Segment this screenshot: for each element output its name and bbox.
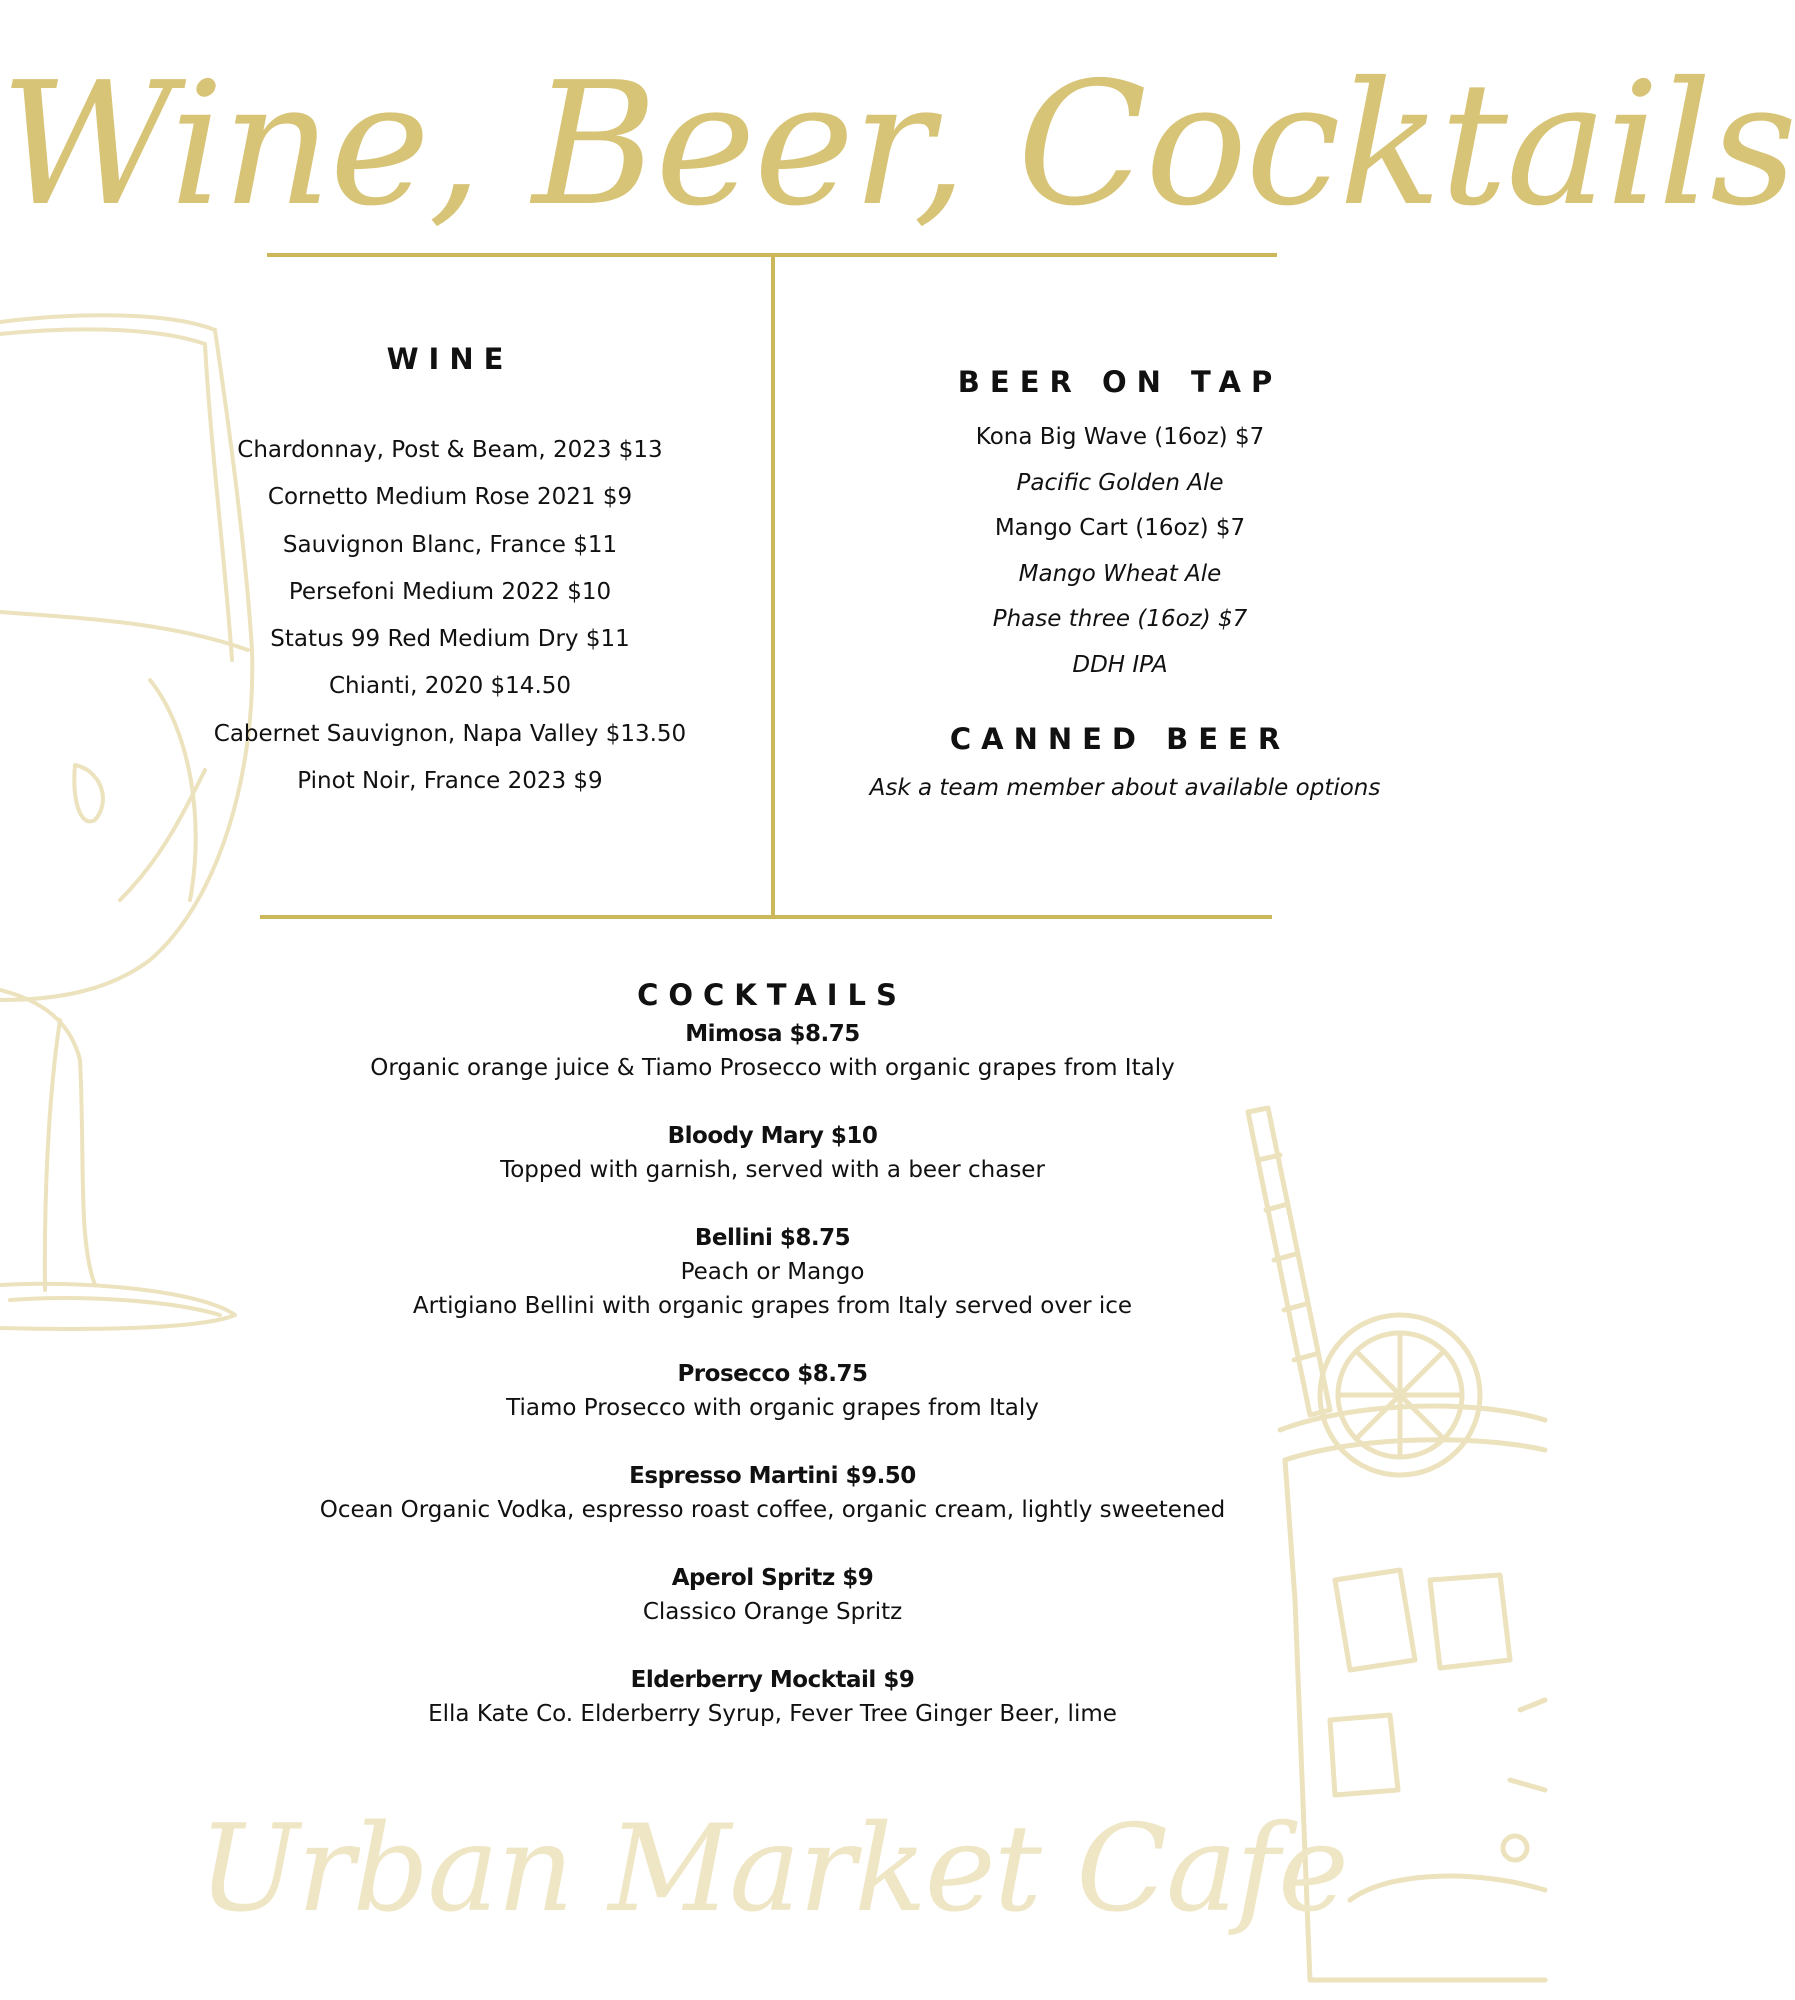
beer-on-tap-heading: BEER ON TAP <box>957 365 1283 399</box>
beer-style: Mango Wheat Ale <box>1018 560 1222 587</box>
cocktail-description: Tiamo Prosecco with organic grapes from Italy <box>506 1395 1039 1421</box>
cocktail-name: Mimosa $8.75 <box>685 1021 860 1047</box>
beer-on-tap-list <box>820 415 1420 689</box>
beer-style: DDH IPA <box>1072 651 1168 678</box>
wine-heading: WINE <box>386 342 514 376</box>
cocktail-item <box>0 1561 1545 1629</box>
cocktails-heading: COCKTAILS <box>637 978 907 1012</box>
canned-beer-heading: CANNED BEER <box>949 722 1291 756</box>
wine-item: Cornetto Medium Rose 2021 $9 <box>267 484 633 511</box>
cocktail-item <box>0 1459 1545 1527</box>
wine-item: Persefoni Medium 2022 $10 <box>288 578 612 605</box>
wine-item: Pinot Noir, France 2023 $9 <box>297 768 603 795</box>
canned-beer-note: Ask a team member about available options <box>869 775 1381 801</box>
cocktail-description: Ocean Organic Vodka, espresso roast coffee, organic cream, lightly sweetened <box>319 1497 1226 1523</box>
cocktail-description: Classico Orange Spritz <box>642 1599 903 1625</box>
cafe-signature: Urban Market Cafe <box>198 1800 1347 1939</box>
cocktail-item <box>0 1221 1545 1323</box>
beer-item: Phase three (16oz) $7 <box>992 606 1248 633</box>
cocktail-description: Peach or Mango <box>680 1259 865 1285</box>
beer-item: Mango Cart (16oz) $7 <box>994 515 1246 542</box>
cocktail-name: Prosecco $8.75 <box>677 1361 868 1387</box>
cocktail-item <box>0 1663 1545 1731</box>
wine-item: Status 99 Red Medium Dry $11 <box>270 626 630 653</box>
wine-list <box>150 427 750 805</box>
cocktail-description: Topped with garnish, served with a beer chaser <box>500 1157 1045 1183</box>
cocktail-list <box>0 1017 1545 1765</box>
middle-rule <box>260 915 1272 919</box>
center-divider <box>771 257 775 917</box>
wine-item: Chianti, 2020 $14.50 <box>328 673 572 700</box>
cocktail-name: Espresso Martini $9.50 <box>629 1463 916 1489</box>
cocktail-name: Elderberry Mocktail $9 <box>630 1667 915 1693</box>
wine-item: Cabernet Sauvignon, Napa Valley $13.50 <box>213 720 687 747</box>
cocktail-description: Ella Kate Co. Elderberry Syrup, Fever Tree Ginger Beer, lime <box>428 1701 1117 1727</box>
cocktail-description: Organic orange juice & Tiamo Prosecco with organic grapes from Italy <box>370 1055 1175 1081</box>
cocktail-description: Artigiano Bellini with organic grapes from Italy served over ice <box>412 1293 1133 1319</box>
cocktail-name: Aperol Spritz $9 <box>671 1565 874 1591</box>
wine-item: Sauvignon Blanc, France $11 <box>282 531 618 558</box>
cocktail-item <box>0 1357 1545 1425</box>
cocktail-item <box>0 1119 1545 1187</box>
cocktail-name: Bellini $8.75 <box>694 1225 851 1251</box>
beer-style: Pacific Golden Ale <box>1016 469 1224 496</box>
cocktail-item <box>0 1017 1545 1085</box>
menu-title: Wine, Beer, Cocktails <box>0 46 1795 244</box>
wine-item: Chardonnay, Post & Beam, 2023 $13 <box>237 437 663 463</box>
beer-item: Kona Big Wave (16oz) $7 <box>975 424 1265 450</box>
cocktail-name: Bloody Mary $10 <box>667 1123 878 1149</box>
